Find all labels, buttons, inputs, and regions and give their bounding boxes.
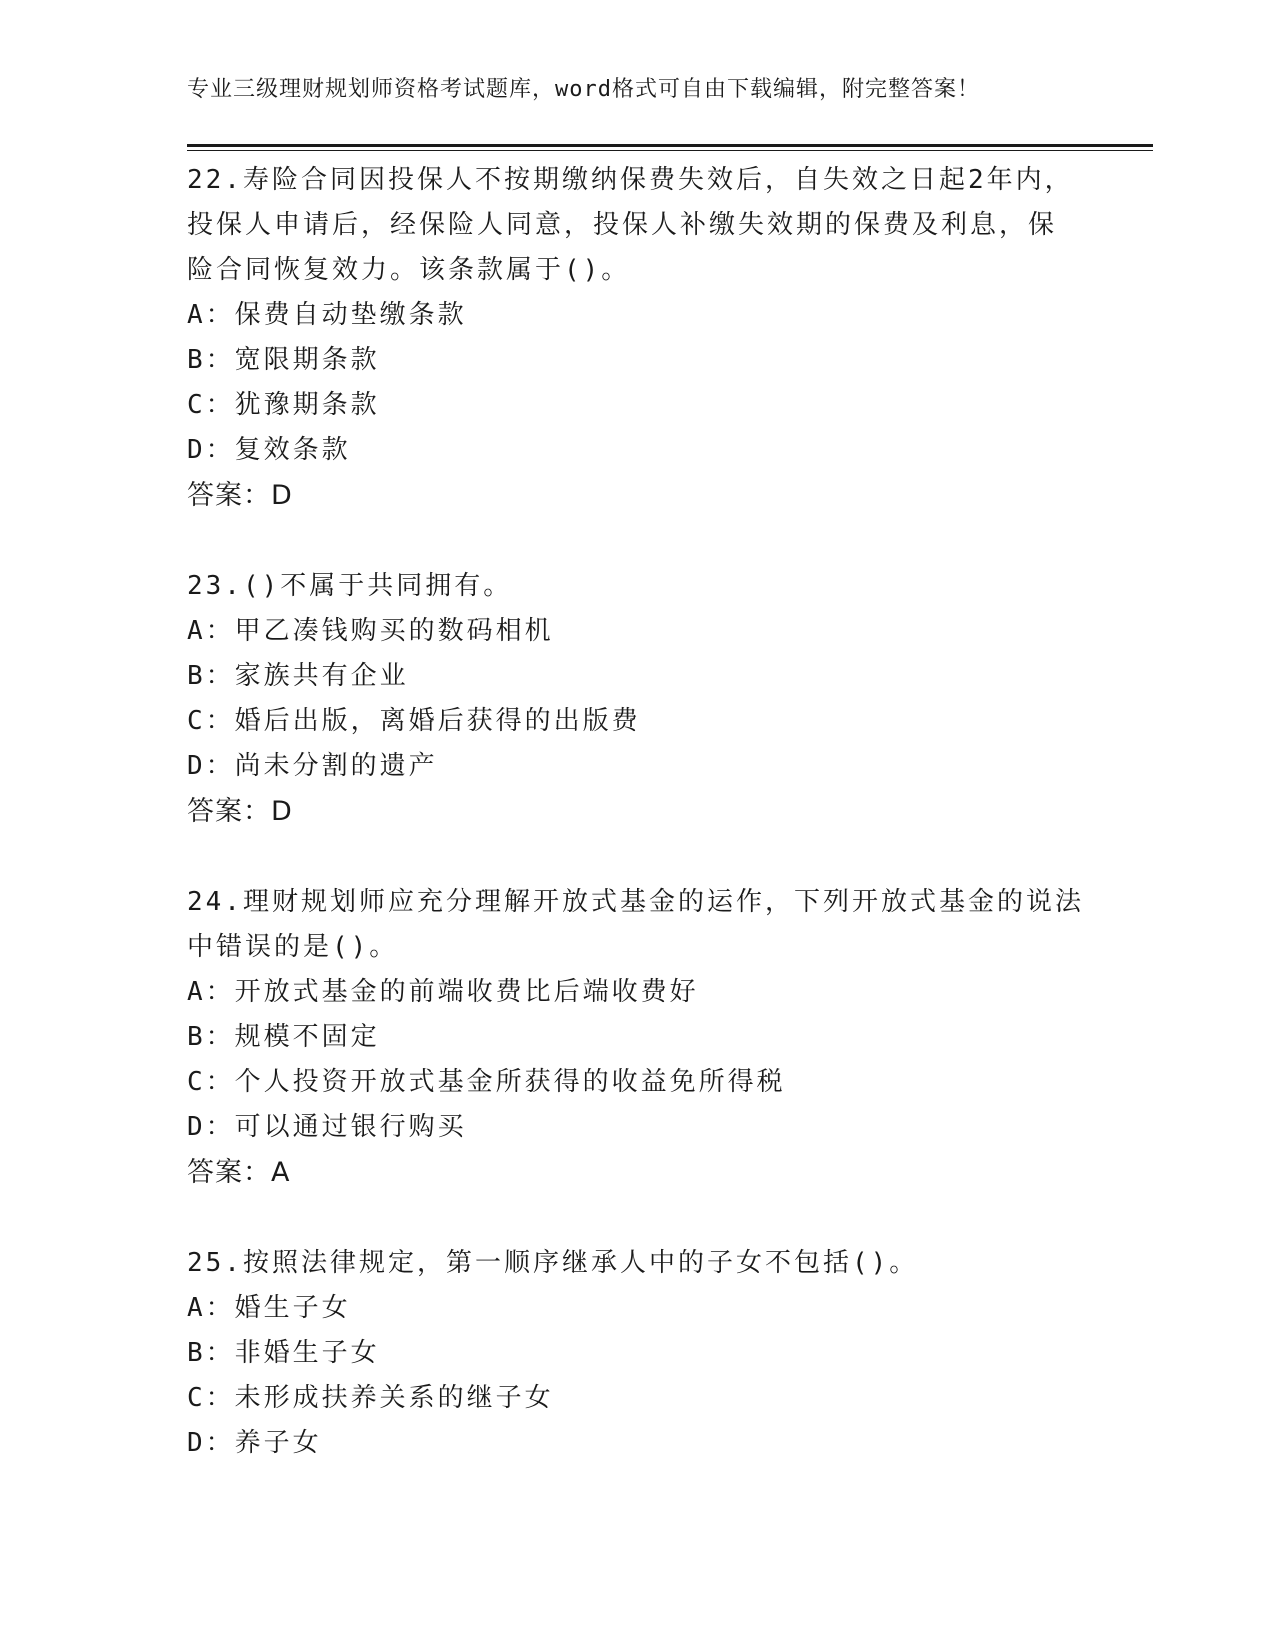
option-d: D：养子女 xyxy=(187,1428,322,1458)
question-stem-line: 中错误的是()。 xyxy=(187,932,399,962)
header-rule-thick xyxy=(187,144,1153,147)
option-d: D：复效条款 xyxy=(187,435,351,465)
question-stem xyxy=(187,880,1087,970)
option-d: D：可以通过银行购买 xyxy=(187,1112,467,1142)
option-b: B：家族共有企业 xyxy=(187,661,409,691)
option-a: A：婚生子女 xyxy=(187,1293,351,1323)
question-stem-line: 投保人申请后，经保险人同意，投保人补缴失效期的保费及利息，保 xyxy=(187,210,1058,240)
option-a: A：保费自动垫缴条款 xyxy=(187,300,467,330)
option-a: A：甲乙凑钱购买的数码相机 xyxy=(187,616,554,646)
question-stem-line: 23.()不属于共同拥有。 xyxy=(187,571,513,601)
answer-line: 答案：D xyxy=(187,480,293,511)
option-c: C：未形成扶养关系的继子女 xyxy=(187,1383,554,1413)
option-b: B：非婚生子女 xyxy=(187,1338,380,1368)
option-c: C：犹豫期条款 xyxy=(187,390,380,420)
header-rule-thin xyxy=(187,150,1153,151)
page-header: 专业三级理财规划师资格考试题库，word格式可自由下载编辑，附完整答案！ xyxy=(187,77,980,102)
answer-line: 答案：D xyxy=(187,796,293,827)
question-stem-line: 24.理财规划师应充分理解开放式基金的运作，下列开放式基金的说法 xyxy=(187,887,1084,917)
answer-line: 答案：A xyxy=(187,1157,291,1188)
question-24 xyxy=(187,880,1087,1195)
question-stem-line: 22.寿险合同因投保人不按期缴纳保费失效后，自失效之日起2年内， xyxy=(187,165,1074,195)
option-d: D：尚未分割的遗产 xyxy=(187,751,438,781)
question-stem xyxy=(187,158,1087,293)
question-22 xyxy=(187,158,1087,518)
question-25 xyxy=(187,1241,1087,1466)
question-stem xyxy=(187,1241,1087,1286)
question-stem-line: 险合同恢复效力。该条款属于()。 xyxy=(187,255,631,285)
option-a: A：开放式基金的前端收费比后端收费好 xyxy=(187,977,699,1007)
question-stem xyxy=(187,564,1087,609)
option-c: C：个人投资开放式基金所获得的收益免所得税 xyxy=(187,1067,786,1097)
option-b: B：规模不固定 xyxy=(187,1022,380,1052)
question-23 xyxy=(187,564,1087,834)
question-list xyxy=(187,158,1087,1512)
option-c: C：婚后出版，离婚后获得的出版费 xyxy=(187,706,641,736)
option-b: B：宽限期条款 xyxy=(187,345,380,375)
question-stem-line: 25.按照法律规定，第一顺序继承人中的子女不包括()。 xyxy=(187,1248,919,1278)
